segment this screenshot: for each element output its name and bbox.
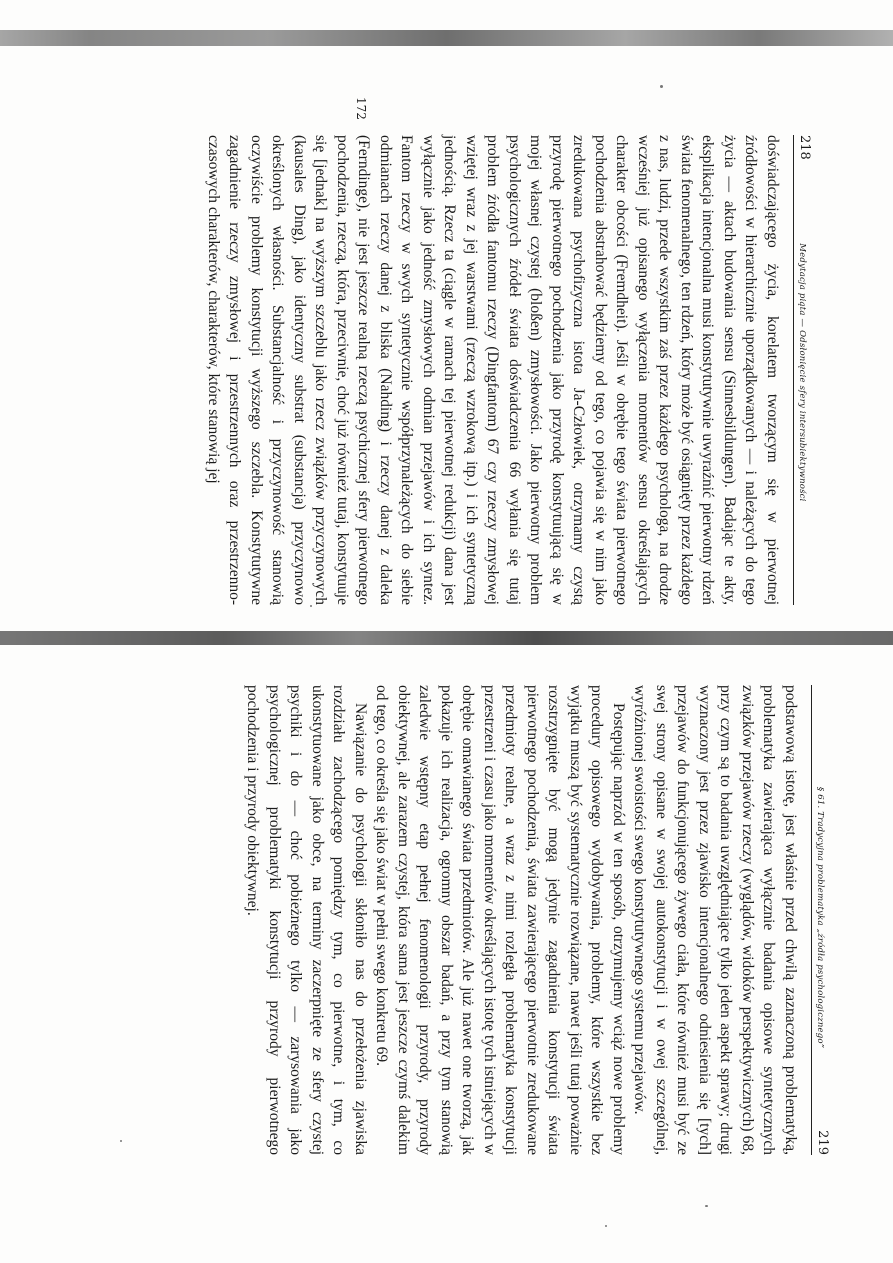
scan-speck [605, 1225, 607, 1227]
margin-number: 172 [354, 97, 368, 120]
scan-edge-shadow-top [0, 30, 893, 46]
paragraph: podstawową istotę, jest właśnie przed chwilą zaznaczoną problematyką, problematyka zawierająca wyłącznie badania opisowe syntetycznych związków przejawów rzeczy (wyglądów, widoków perspektywicznych) 68, przy czym są to badania uwzględniające tylko jeden aspekt sprawy; drugi wyznaczony jest przez zjawisko intencjonalnego odniesienia się [tych] przejawów do funkcjonującego żywego ciała, które również musi być ze swej strony opisane w swojej autokonstytucji i w owej szczególnej, wyróżnionej swoistości swego konstytutywnego systemu przejawów. [631, 685, 799, 1155]
page-number: 219 [815, 1130, 830, 1155]
scan-speck [310, 605, 312, 607]
page-219 [60, 685, 830, 1155]
scan-speck [660, 85, 663, 88]
book-gutter-shadow [0, 631, 893, 645]
running-head: § 61. Tradycyjna problematyka „źródła psychologicznego” [815, 786, 825, 1049]
page-218 [67, 135, 812, 605]
page-header [811, 685, 830, 1155]
page-body [242, 685, 801, 1155]
paragraph: Postępując naprzód w ten sposób, otrzymujemy wciąż nowe problemy procedury opisowego wydobywania, problemy, które wszystkie bez wyjątku muszą być systematycznie rozwiązane, nawet jeśli tutaj poważnie rozstrzygnięte być mogą jedynie zagadnienia konstytucji świata pierwotnego pochodzenia, świata zawierającego pierwotnie zredukowane przedmioty realne, a wraz z nimi rozległa problematyka konstytucji przestrzeni i czasu jako momentów określających istotę tych istniejących w obrębie omawianego świata przedmiotów. Ale już nawet one tworzą, jak pokazuje ich realizacja, ogromny obszar badań, a przy tym stanowią zaledwie wstępny etap pełnej fenomenologii przyrody, przyrody obiektywnej, ale zarazem czystej, która sama jest jeszcze czymś dalekim od tego, co określa się jako świat w pełni swego konkretu 69. [373, 685, 627, 1155]
page-number: 218 [797, 135, 812, 160]
paragraph: doświadczającego życia, korelatem tworzącym się w pierwotnej źródłowości w hierarchicznie uporządkowanych — i należących do tego życia — aktach budowania sensu (Sinnesbildungen). Badając te akty, eksplikacja intencjonalna musi konstytutywnie uwyraźnić pierwotny rdzeń świata fenomenalnego, ten rdzeń, który może być osiągnięty przez każdego z nas, ludzi, przede wszystkim zaś przez każdego psychologa, na drodze wcześniej już opisanego wyłączenia momentów sensu określających charakter obcości (Fremdheit). Jeśli w obrębie tego świata pierwotnego pochodzenia abstrahować będziemy od tego, co pojawia się w nim jako zredukowana psychofizyczna istota Ja-Człowiek, otrzymamy czystą przyrodę pierwotnego pochodzenia jako przyrodę konstytuującą się w mojej własnej czystej (bloßen) zmysłowości. Jako pierwotny problem psychologicznych źródeł świata doświadczenia 66 wyłania się tutaj problem źródła fantomu rzeczy (Dingfantom) 67 czy rzeczy zmysłowej wziętej wraz z jej warstwami (rzeczą wzrokową itp.) i ich syntetyczną jednością. Rzecz ta (ciągle w ramach tej pierwotnej redukcji) dana jest wyłącznie jako jedność zmysłowych odmian przejawów i ich syntez. Fantom rzeczy w swych syntetycznie współprzynależących do siebie odmianach rzeczy danej z bliska (Nahding) i rzeczy danej z daleka (Ferndinge), nie jest jeszcze realną rzeczą psychicznej sfery pierwotnego pochodzenia, rzeczą, która, przeciwnie, choć już również tutaj, konstytuuje się [jednak] na wyższym szczeblu jako rzecz związków przyczynowych (kausales Ding), jako identyczny substrat (substancja) przyczynowo określonych własności. Substancjalność i przyczynowość stanowią oczywiście problemy konstytucji wyższego szczebla. Konstytutywne zagadnienie rzeczy zmysłowej i przestrzennych oraz przestrzenno-czasowych charakterów, charakterów, które stanowią jej [205, 135, 781, 605]
page-body [203, 135, 784, 605]
paragraph: Nawiązanie do psychologii skłoniło nas do przełożenia zjawiska rozdziału zachodzącego pomiędzy tym, co pierwotne, i tym, co ukonstytuowane jako obce, na terminy zaczerpnięte ze sfery czystej psychiki i do — choć pobieżnego tylko — zarysowania jako psychologicznej problematyki konstytucji przyrody pierwotnego pochodzenia i przyrody obiektywnej. [244, 685, 369, 1155]
scan-speck [705, 1205, 708, 1207]
running-head: Medytacja piąta — Odsłonięcie sfery intersubiektywności [797, 243, 807, 502]
page-header [793, 135, 812, 605]
